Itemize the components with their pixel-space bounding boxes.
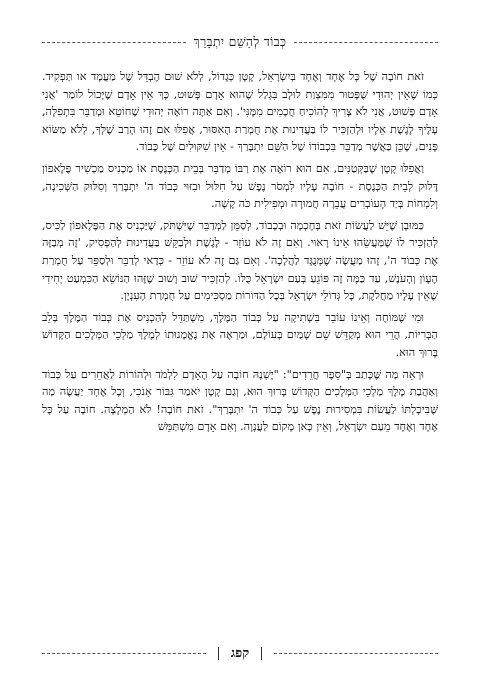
page-number-bar-left [218, 647, 219, 660]
body-text [42, 68, 438, 440]
page-number: קפג [230, 646, 250, 661]
header-rule-right [294, 42, 438, 43]
paragraph: כַּמּוּבָן שֶׁיֵּשׁ לַעֲשׂוֹת זֹאת בְּחָכְמָה וּבְכָבוֹד, לְסַמֵּן לַמְדַבֵּר שֶׁיִּשְׁתֹּק, שֶׁיַּכְנִיס אֶת הַפֶּלֶאפוֹן לַכִּיס, לְהַזְכִּיר לוֹ שֶׁמַּעֲשֵׂהוּ אֵינוֹ רָאוּי. וְאִם זֶה לֹא עוֹזֵר - לָגֶשֶׁת וּלְבַקֵּשׁ בַּעֲדִינוּת לְהַפְסִיק, 'זֶה מְבַזֶּה אֶת כְּבוֹד ה', זֶהוּ מַעֲשֶׂה שֶׁמְּנֻגָּד לַהֲלָכָה'. וְאִם גַּם זֶה לֹא עוֹזֵר - כְּדַאי לְדַבֵּר וּלְסַפֵּר עַל חֻמְרַת הֶעָוֹן וְהָעֹנֶשׁ, עַד כַּמָּה זֶה פּוֹגֵעַ בְּעַם יִשְׂרָאֵל כֻּלּוֹ. לְהַזְכִּיר שׁוּב וָשׁוּב שֶׁזֶּהוּ הַנּוֹשֵׂא הַכִּמְעַט יְחִידִי שֶׁאֵין עָלָיו מַחֲלֹקֶת, כָּל גְּדוֹלֵי יִשְׂרָאֵל בְּכָל הַדּוֹרוֹת מַסְכִּימִים עַל חֻמְרַת הָעִנְיָן. [42, 218, 438, 303]
paragraph: וּרְאֵה מַה שֶּׁכָּתַב בְּ"סֵפֶר חֲרֵדִים": "יֶשְׁנָהּ חוֹבָה עַל הָאָדָם לִלְמֹד וּלְהוֹרוֹת לַאֲחֵרִים עַל כְּבוֹד וְאַהֲבַת מֶלֶךְ מַלְכֵי הַמְּלָכִים הַקָּדוֹשׁ בָּרוּךְ הוּא, וְגַם קָטָן יֹאמַר גִּבּוֹר אָנֹכִי, וְכָל אֶחָד יַעֲשֶׂה מַה שֶּׁבִּיכָלְתּוֹ לַעֲשׂוֹת בִּמְסִירוּת נֶפֶשׁ עַל כְּבוֹד ה' יִתְבָּרַךְ". זֹאת חוֹבָה! לֹא הַמְלָצָה. חוֹבָה עַל כָּל אֶחָד וְאֶחָד מֵעַם יִשְׂרָאֵל, וְאֵין כָּאן מָקוֹם לַעֲנָוָה. וְאִם אָדָם מִשְׁתַּמֵּשׁ [42, 367, 438, 434]
header-rule-left [42, 42, 186, 43]
running-header [42, 34, 438, 50]
header-title: כְּבוֹד לְהַשֵּׁם יִתְבָּרַךְ [193, 34, 287, 49]
page-footer [42, 645, 438, 661]
footer-rule-right [274, 653, 438, 654]
page-number-bar-right [261, 647, 262, 660]
paragraph: זֹאת חוֹבָה שֶׁל כָּל אֶחָד וְאֶחָד בְּיִשְׂרָאֵל, קָטָן כְּגָדוֹל, לְלֹא שׁוּם הֶבְדֵּל שֶׁל מַעֲמָד או תַּפְקִיד. כְּמוֹ שֶׁאֵין יְהוּדִי שֶׁפָּטוּר מִמִּצְוַת לוּלָב בִּגְלַל שֶׁהוּא אָדָם פָּשׁוּט, כָּךְ אֵין אָדָם שֶׁיָּכוֹל לוֹמַר 'אֲנִי אָדָם פָּשׁוּט, אֲנִי לֹא צָרִיךְ לְהוֹכִיחַ חֲכָמִים מִמֶּנִּי'. וְאִם אַתָּה רוֹאֶה יְהוּדִי שֶׁחוֹטֵא וּמְדַבֵּר בִּתְפִלָּה, עָלֶיךָ לָגֶשֶׁת אֵלָיו וּלְהַזְכִּיר לוֹ בַּעֲדִינוּת אֶת חֻמְרַת הָאִסּוּר, אֲפִלּוּ אִם זֶהוּ הָרַב שֶׁלְּךָ, לְלֹא מַשּׂוֹא פָּנִים, שֶׁכֵּן כַּאֲשֶׁר מְדַבֵּר בִּכְבוֹדוֹ שֶׁל הַשֵּׁם יִתְבָּרַךְ - אֵין שִׁקּוּלִים שֶׁל כָּבוֹד. [42, 70, 438, 154]
paragraph: וּמִי שֶׁמּוֹחֶה וְאֵינוֹ עוֹבֵר בִּשְׁתִיקָה עַל כְּבוֹד הַמֶּלֶךְ, מִשְׁתַּדֵּל לְהַכְנִיס אֶת כְּבוֹד הַמֶּלֶךְ בְּלֵב הַבְּרִיּוֹת, הֲרֵי הוּא מְקַדֵּשׁ שֵׁם שָׁמַיִם בָּעוֹלָם, וּמַרְאֶה אֶת נֶאֱמָנוּתוֹ לְמֶלֶךְ מַלְכֵי הַמְּלָכִים הַקָּדוֹשׁ בָּרוּךְ הוּא. [42, 310, 438, 359]
paragraph: וַאֲפִלּוּ קָטָן שֶׁבַּקְּטַנִּים, אִם הוּא רוֹאֶה אֶת רַבּוֹ מְדַבֵּר בְּבֵית הַכְּנֶסֶת אוֹ מַכְנִיס מַכְשִׁיר פֶּלֶאפוֹן דָּלוּק לְבֵית הַכְּנֶסֶת - חוֹבָה עָלָיו לִמְסֹר נֶפֶשׁ עַל חִלּוּל וּבִזּוּי כְּבוֹד ה' יִתְבָּרַךְ וְסִלּוּק הַשְּׁכִינָה, וְלִמְחוֹת בְּיַד הָעוֹבְרִים עֲבֵרָה חֲמוּרָה וּמְפִילִית כֹּה קָשָׁה. [42, 161, 438, 211]
footer-rule-left [42, 653, 206, 654]
